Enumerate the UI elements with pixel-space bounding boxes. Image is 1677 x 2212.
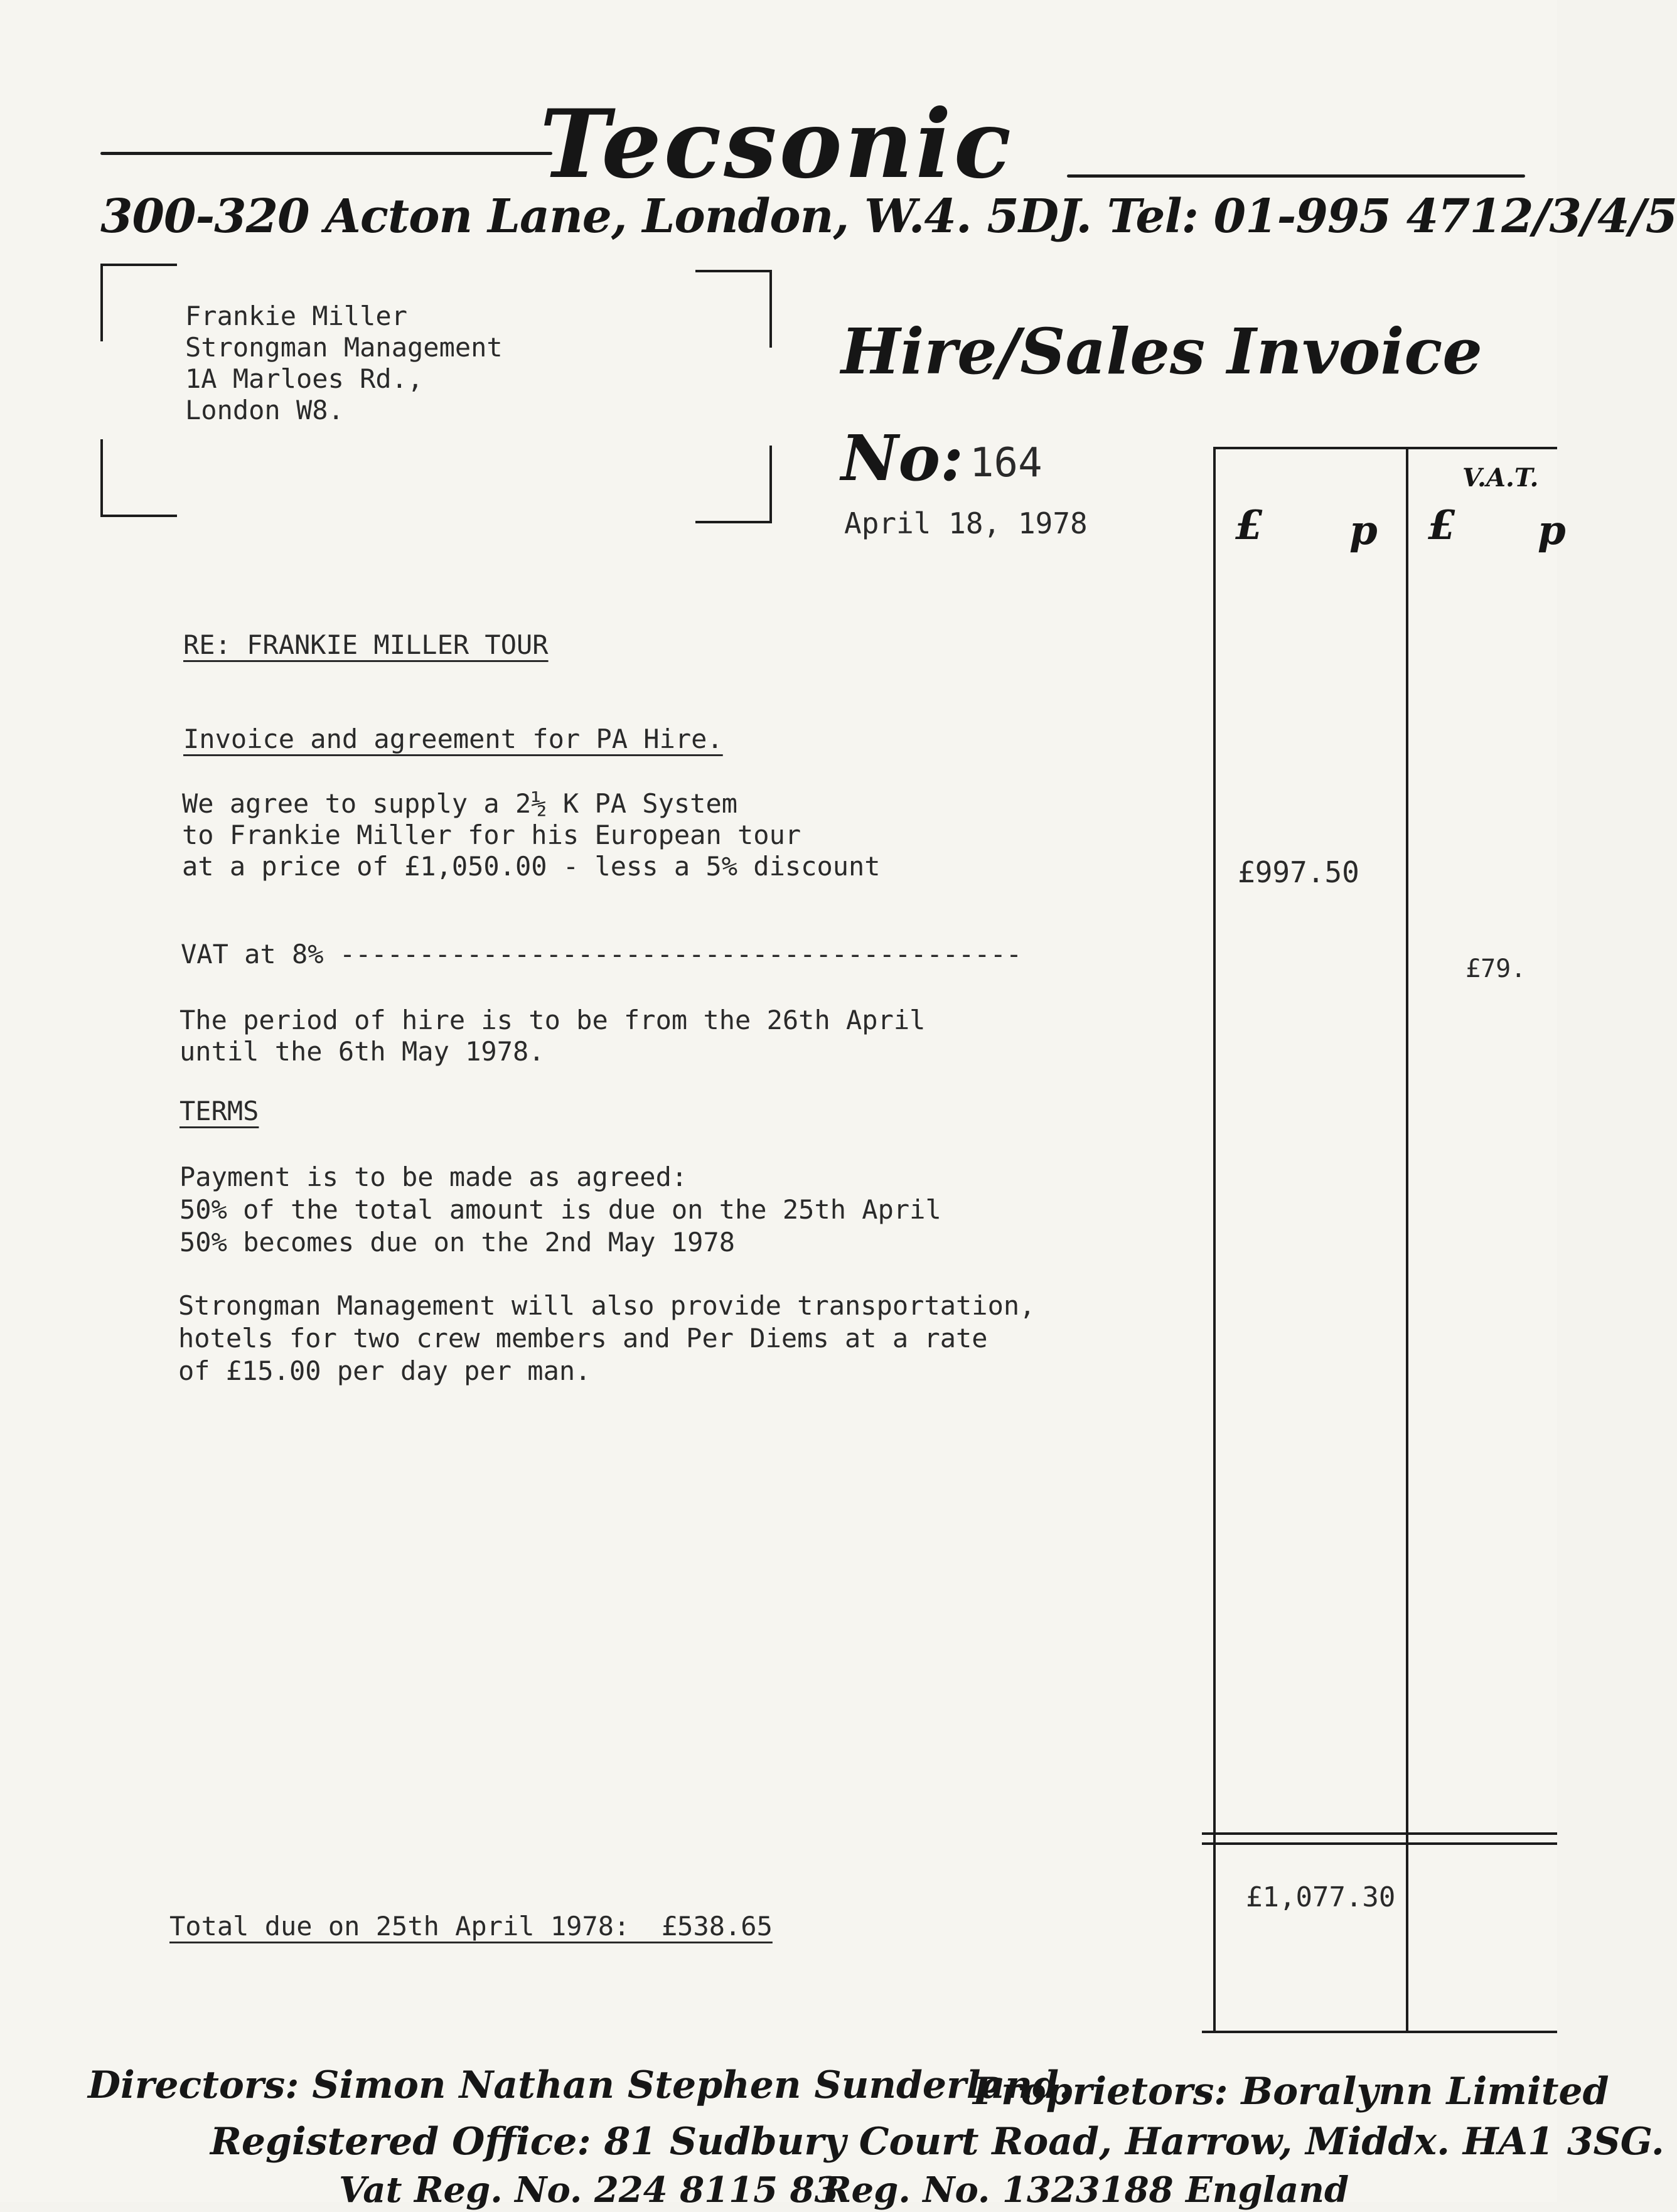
table-total-rule-2 bbox=[1202, 1842, 1557, 1845]
recipient-street: 1A Marloes Rd., bbox=[185, 363, 424, 394]
address-bracket-bottom-left bbox=[100, 439, 177, 517]
invoice-title: Hire/Sales Invoice bbox=[841, 314, 1482, 388]
invoice-date: April 18, 1978 bbox=[844, 506, 1088, 540]
footer-vat-reg: Vat Reg. No. 224 8115 83 bbox=[339, 2169, 839, 2211]
company-logo: Tecsonic bbox=[540, 89, 1014, 200]
recipient-company: Strongman Management bbox=[185, 332, 503, 363]
table-top-rule bbox=[1213, 447, 1557, 449]
pence-header: p bbox=[1349, 507, 1378, 554]
net-amount: £997.50 bbox=[1238, 855, 1359, 889]
table-bottom-rule bbox=[1202, 2031, 1557, 2033]
table-left-border bbox=[1213, 447, 1216, 2032]
table-total-rule-1 bbox=[1202, 1832, 1557, 1835]
re-line: RE: FRANKIE MILLER TOUR bbox=[183, 629, 549, 660]
period-line-2: until the 6th May 1978. bbox=[179, 1036, 545, 1067]
invoice-number-label: No: bbox=[841, 421, 964, 495]
supply-line-1: We agree to supply a 2½ K PA System bbox=[182, 788, 738, 819]
invoice-number: 164 bbox=[970, 440, 1042, 486]
logo-swash-right bbox=[1067, 174, 1525, 178]
pound-header: £ bbox=[1235, 502, 1263, 549]
address-bracket-top-right bbox=[695, 270, 772, 348]
payment-line-1: Payment is to be made as agreed: bbox=[179, 1162, 688, 1192]
recipient-city: London W8. bbox=[185, 395, 344, 425]
terms-heading: TERMS bbox=[179, 1096, 259, 1126]
payment-line-3: 50% becomes due on the 2nd May 1978 bbox=[179, 1227, 736, 1258]
transport-line-2: hotels for two crew members and Per Diems at a rate bbox=[178, 1323, 988, 1354]
vat-amount: £79. bbox=[1465, 954, 1526, 983]
total-due-line: Total due on 25th April 1978: £538.65 bbox=[169, 1911, 773, 1942]
supply-line-3: at a price of £1,050.00 - less a 5% discount bbox=[182, 851, 881, 882]
footer-reg-no: Reg. No. 1323188 England bbox=[822, 2169, 1349, 2211]
vat-line: VAT at 8% ------------------------------------------- bbox=[181, 939, 1022, 970]
transport-line-3: of £15.00 per day per man. bbox=[178, 1355, 591, 1386]
footer-registered-office: Registered Office: 81 Sudbury Court Road, Harrow, Middx. HA1 3SG. bbox=[210, 2120, 1664, 2164]
vat-column-header: V.A.T. bbox=[1462, 463, 1539, 493]
supply-line-2: to Frankie Miller for his European tour bbox=[182, 820, 801, 850]
agreement-heading: Invoice and agreement for PA Hire. bbox=[183, 724, 723, 754]
table-column-divider bbox=[1406, 447, 1408, 2032]
payment-line-2: 50% of the total amount is due on the 25th April bbox=[179, 1194, 941, 1225]
address-bracket-bottom-right bbox=[695, 446, 772, 523]
company-address: 300-320 Acton Lane, London, W.4. 5DJ. Tel: 01-995 4712/3/4/5 bbox=[100, 190, 1677, 243]
address-bracket-top-left bbox=[100, 264, 177, 341]
footer-proprietors: Proprietors: Boralynn Limited bbox=[973, 2070, 1609, 2113]
transport-line-1: Strongman Management will also provide transportation, bbox=[178, 1290, 1036, 1321]
total-amount: £1,077.30 bbox=[1246, 1881, 1396, 1913]
recipient-name: Frankie Miller bbox=[185, 301, 408, 331]
logo-swash-left bbox=[100, 152, 552, 155]
footer-directors: Directors: Simon Nathan Stephen Sunderland. bbox=[88, 2063, 1072, 2107]
vat-pound-header: £ bbox=[1428, 502, 1456, 549]
period-line-1: The period of hire is to be from the 26th April bbox=[179, 1005, 926, 1035]
vat-pence-header: p bbox=[1538, 507, 1566, 554]
